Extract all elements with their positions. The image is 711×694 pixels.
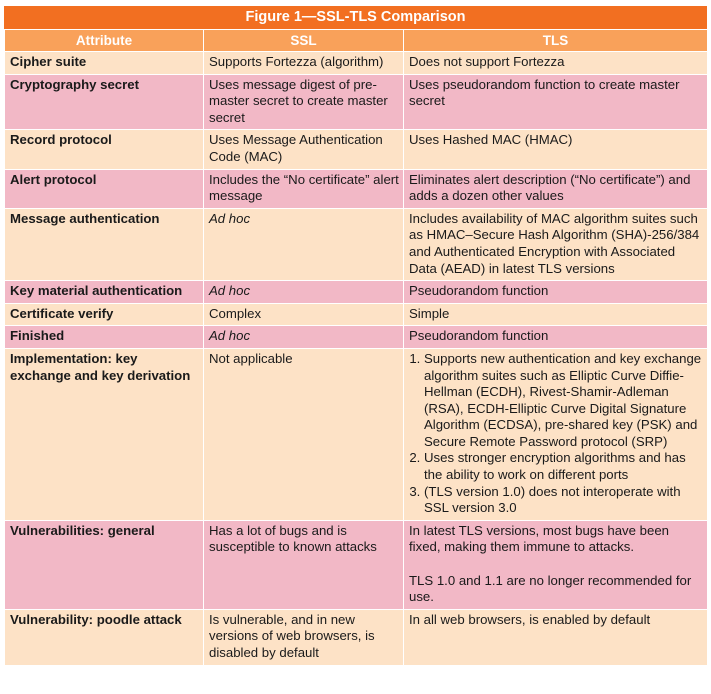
tls-cell: Pseudorandom function <box>404 326 708 349</box>
attribute-cell: Certificate verify <box>5 303 204 326</box>
list-item: 2. Uses stronger encryption algorithms and has the ability to work on different ports <box>424 450 703 483</box>
ssl-cell: Uses message digest of pre-master secret to create master secret <box>204 74 404 130</box>
attribute-cell: Implementation: key exchange and key derivation <box>5 348 204 520</box>
tls-cell: Uses Hashed MAC (HMAC) <box>404 130 708 169</box>
attribute-cell: Key material authentication <box>5 281 204 304</box>
attribute-cell: Cryptography secret <box>5 74 204 130</box>
ssl-cell: Complex <box>204 303 404 326</box>
header-row <box>5 30 708 52</box>
ssl-cell: Has a lot of bugs and is susceptible to known attacks <box>204 520 404 609</box>
table-row <box>5 130 708 169</box>
header-ssl: SSL <box>204 30 404 52</box>
ssl-cell: Ad hoc <box>204 281 404 304</box>
ssl-cell: Includes the “No certificate” alert message <box>204 169 404 208</box>
tls-paragraph: In latest TLS versions, most bugs have been fixed, making them immune to attacks. <box>409 522 669 555</box>
attribute-cell: Vulnerability: poodle attack <box>5 609 204 665</box>
table-row <box>5 609 708 665</box>
tls-cell <box>404 520 708 609</box>
table-row <box>5 348 708 520</box>
ssl-cell: Supports Fortezza (algorithm) <box>204 52 404 75</box>
table-row <box>5 520 708 609</box>
tls-cell: Does not support Fortezza <box>404 52 708 75</box>
tls-implementation-list <box>409 351 703 517</box>
comparison-table <box>4 29 708 666</box>
table-row <box>5 74 708 130</box>
comparison-figure <box>4 6 707 666</box>
attribute-cell: Record protocol <box>5 130 204 169</box>
figure-title: Figure 1—SSL-TLS Comparison <box>4 6 707 29</box>
tls-cell: Uses pseudorandom function to create master secret <box>404 74 708 130</box>
tls-cell: Simple <box>404 303 708 326</box>
attribute-cell: Finished <box>5 326 204 349</box>
table-row <box>5 281 708 304</box>
table-row <box>5 169 708 208</box>
tls-cell: Eliminates alert description (“No certificate”) and adds a dozen other values <box>404 169 708 208</box>
list-item: 3. (TLS version 1.0) does not interoperate with SSL version 3.0 <box>424 484 703 517</box>
attribute-cell: Vulnerabilities: general <box>5 520 204 609</box>
tls-cell: Pseudorandom function <box>404 281 708 304</box>
list-item: 1. Supports new authentication and key exchange algorithm suites such as Elliptic Curve Diffie-Hellman (ECDH), Rivest-Shamir-Adleman (RSA), ECDH-Elliptic Curve Digital Signature Algorithm (ECDSA), pre-shared key (PSK) and Secure Remote Password protocol (SRP) <box>424 351 703 451</box>
tls-cell <box>404 348 708 520</box>
header-attribute: Attribute <box>5 30 204 52</box>
ssl-cell: Uses Message Authentication Code (MAC) <box>204 130 404 169</box>
attribute-cell: Alert protocol <box>5 169 204 208</box>
ssl-cell: Ad hoc <box>204 208 404 280</box>
table-row <box>5 52 708 75</box>
attribute-cell: Cipher suite <box>5 52 204 75</box>
tls-paragraph: TLS 1.0 and 1.1 are no longer recommended for use. <box>409 572 692 605</box>
ssl-cell: Ad hoc <box>204 326 404 349</box>
ssl-cell: Is vulnerable, and in new versions of web browsers, is disabled by default <box>204 609 404 665</box>
table-row <box>5 208 708 280</box>
tls-cell: In all web browsers, is enabled by default <box>404 609 708 665</box>
ssl-cell: Not applicable <box>204 348 404 520</box>
tls-cell: Includes availability of MAC algorithm suites such as HMAC–Secure Hash Algorithm (SHA)-256/384 and Authenticated Encryption with Associated Data (AEAD) in latest TLS versions <box>404 208 708 280</box>
attribute-cell: Message authentication <box>5 208 204 280</box>
table-row <box>5 326 708 349</box>
table-row <box>5 303 708 326</box>
header-tls: TLS <box>404 30 708 52</box>
